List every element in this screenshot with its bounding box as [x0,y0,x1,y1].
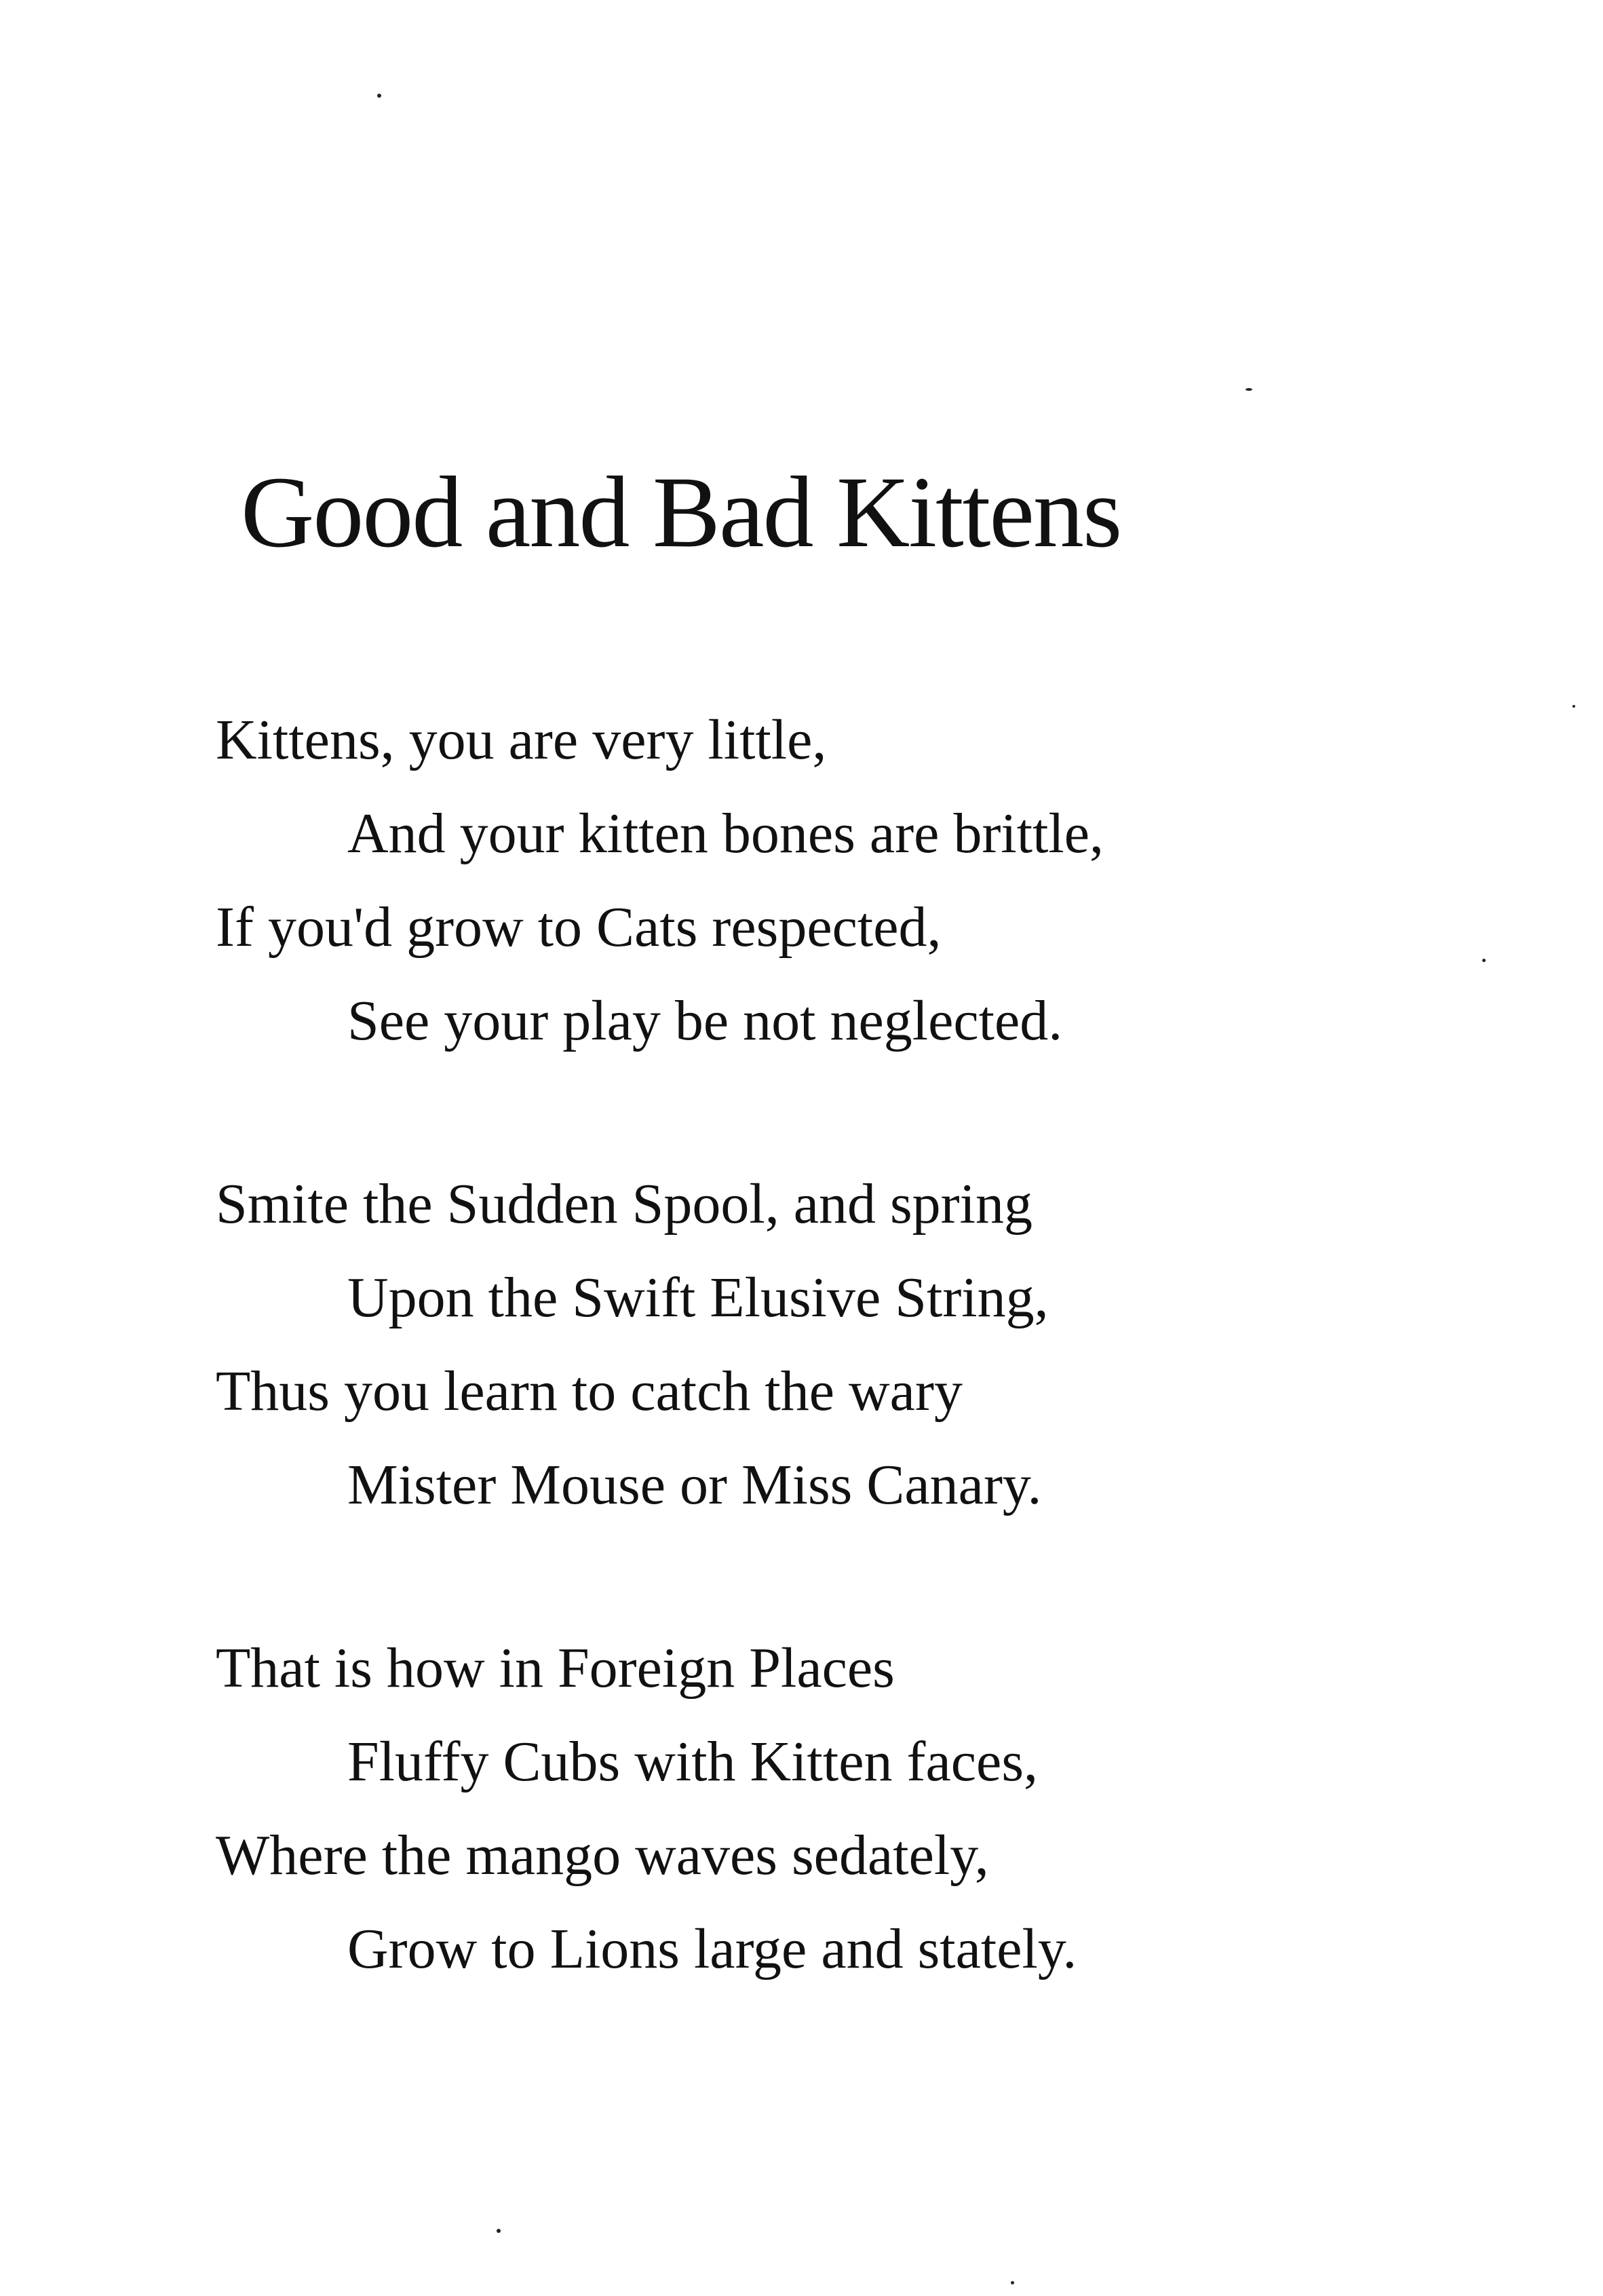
scan-speck [377,94,381,98]
poem-line: Grow to Lions large and stately. [347,1917,1077,1981]
stanza-3 [216,1622,1077,1996]
poem-line: If you'd grow to Cats respected, [216,896,942,959]
scan-speck [497,2229,501,2233]
poem-line: Upon the Swift Elusive String, [347,1266,1049,1329]
poem-line: Where the mango waves sedately, [216,1824,989,1887]
poem-line: And your kitten bones are brittle, [347,802,1104,865]
scan-speck [1572,705,1575,708]
poem-line: Fluffy Cubs with Kitten faces, [347,1730,1039,1793]
poem-line: Thus you learn to catch the wary [216,1360,963,1423]
stanza-1 [216,693,1104,1068]
stanza-2 [216,1157,1049,1532]
poem-line: See your play be not neglected. [347,989,1063,1052]
poem-line: Kittens, you are very little, [216,708,827,771]
scan-speck [1011,2281,1014,2284]
poem-line: Smite the Sudden Spool, and spring [216,1172,1032,1236]
poem-line: That is how in Foreign Places [216,1637,895,1700]
poem-title: Good and Bad Kittens [241,456,1121,569]
scan-speck [1245,388,1252,391]
poem-line: Mister Mouse or Miss Canary. [347,1453,1042,1516]
scan-speck [1482,959,1486,962]
